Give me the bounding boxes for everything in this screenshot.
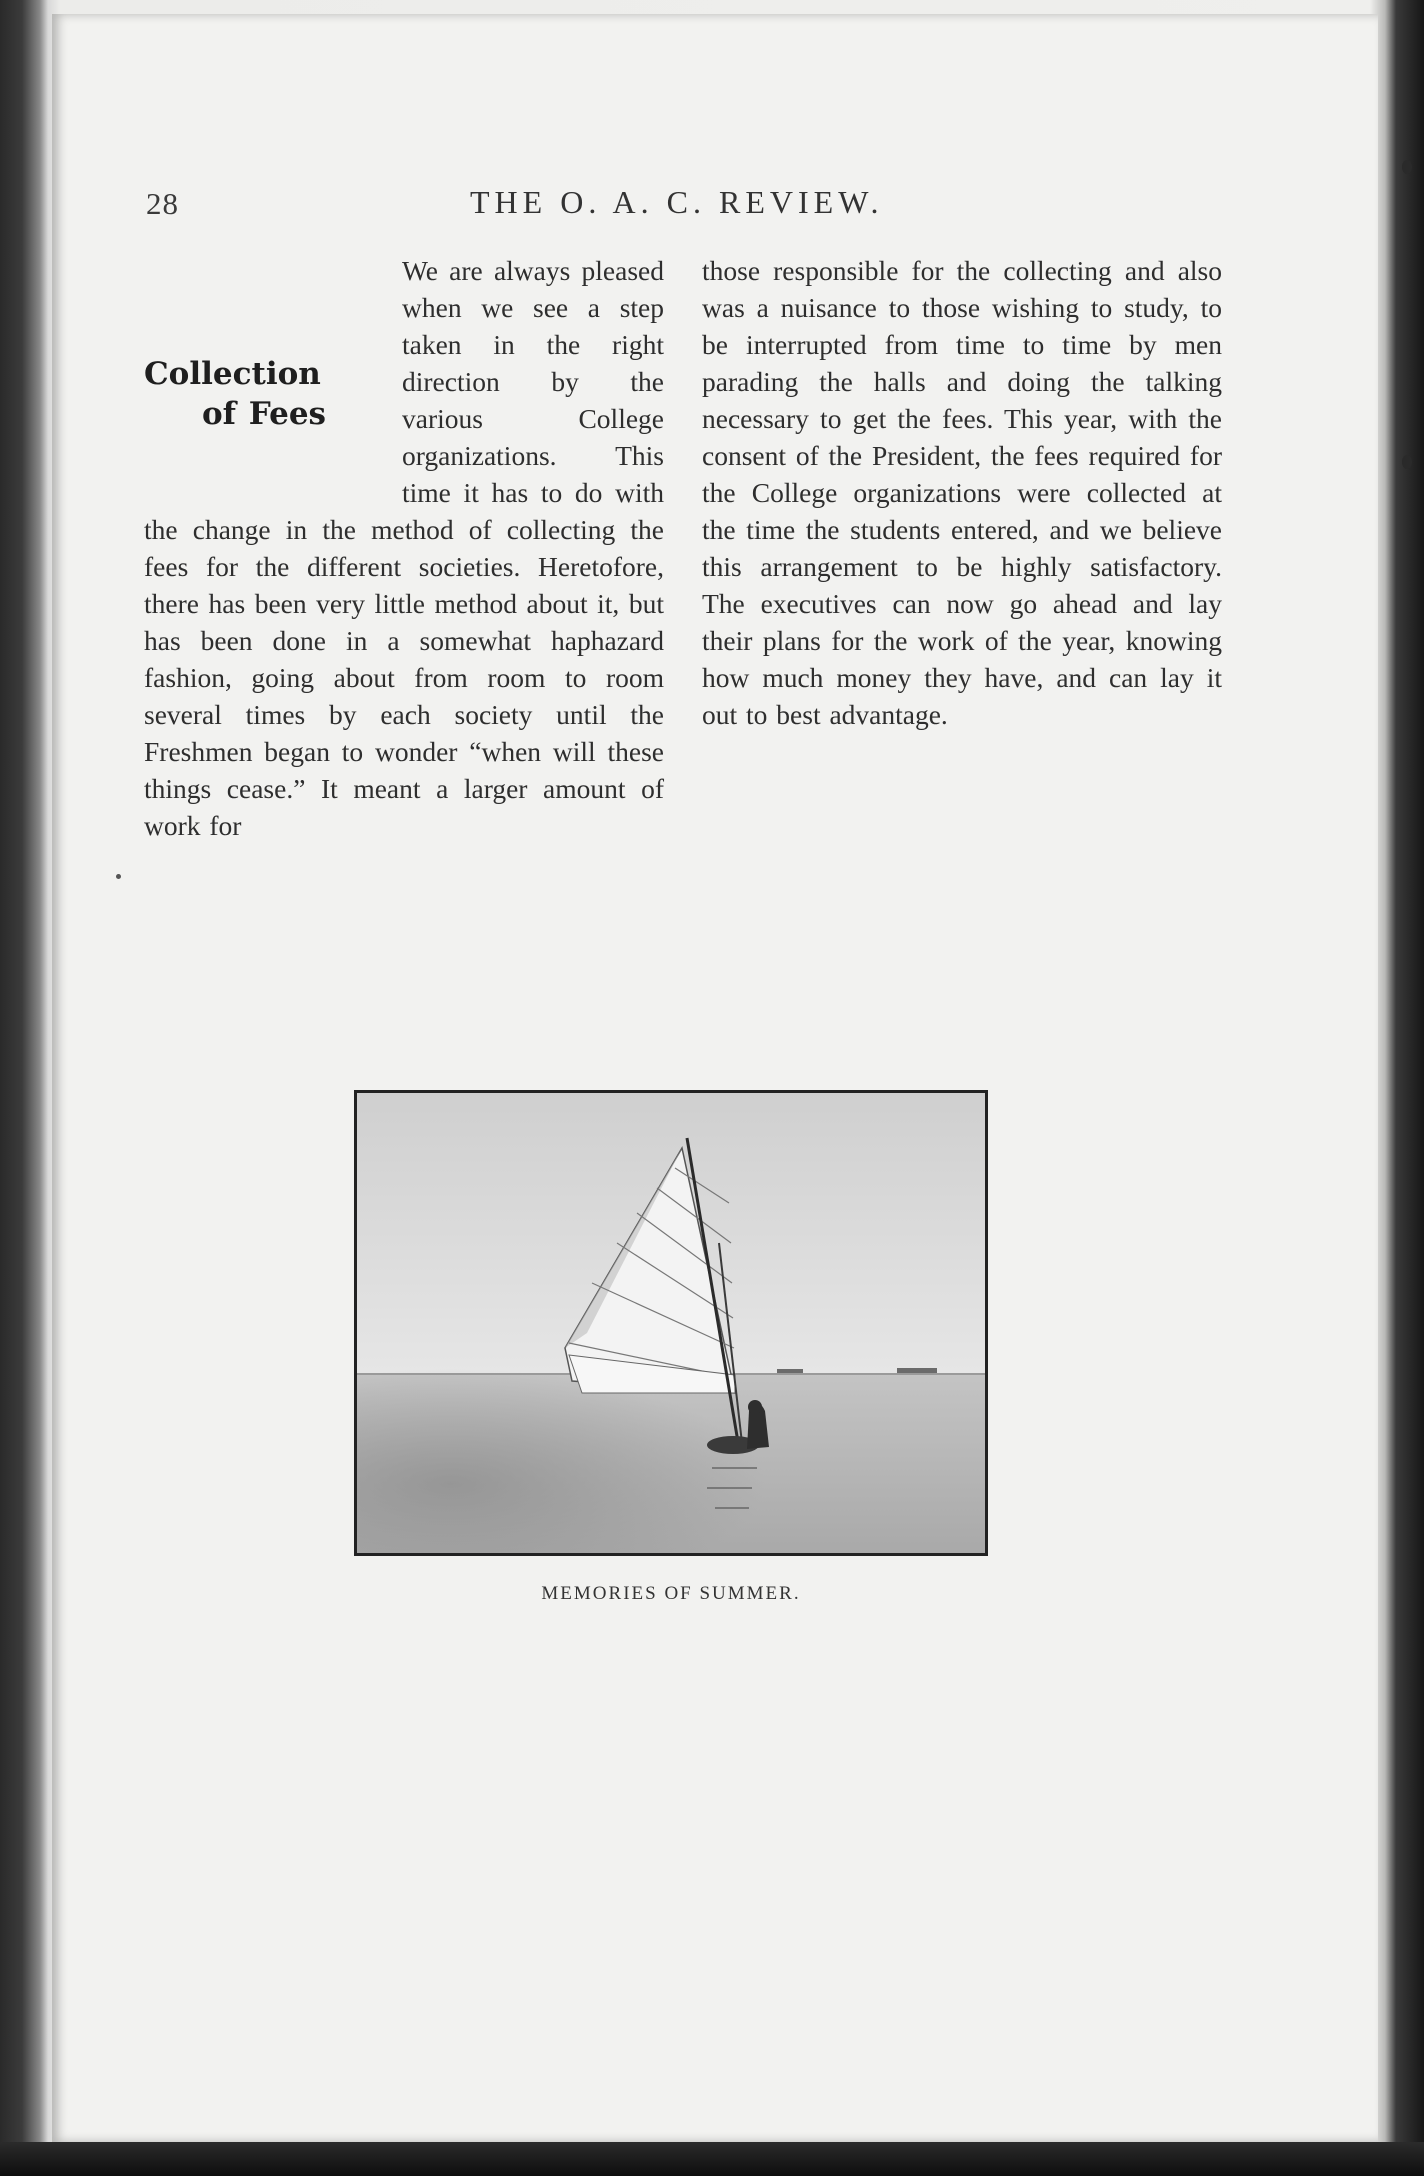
left-column-text: We are always pleased when we see a step taken in the right direction by the various College organizations. This time it has to do with the change in the method of collecting the fees for the different societies. Heretofore, there has been very little method about it, but has been done in a somewhat haphazard fashion, going about from room to room several times by each society until the Freshmen began to wonder “when will these things cease.” It meant a larger amount of work for [144, 255, 664, 841]
sidehead-line-2: of Fees [201, 396, 327, 432]
scan-mark [1402, 160, 1412, 174]
scan-mark [1402, 455, 1412, 469]
sailboat-photo [354, 1090, 988, 1556]
right-column-text: those responsible for the collecting and also was a nuisance to those wishing to study, to be interrupted from time to time by men parading the halls and doing the talking necessary to get the fees. This year, with the consent of the President, the fees required for the College organizations were collected at the time the students entered, and we believe this arrangement to be highly satisfactory. The executives can now go ahead and lay their plans for the work of the year, knowing how much money they have, and can lay it out to best advantage. [702, 255, 1222, 730]
scan-speck [116, 874, 121, 879]
running-head: THE O. A. C. REVIEW. [470, 184, 884, 220]
page-bottom-edge [0, 2142, 1424, 2176]
article-left-column [144, 252, 664, 844]
article-right-column [702, 252, 1222, 733]
section-sidehead [144, 354, 384, 500]
photo-caption: MEMORIES OF SUMMER. [541, 1583, 801, 1604]
sidehead-line-1: Collection [144, 356, 321, 392]
sailboat-illustration [357, 1093, 985, 1553]
page-number: 28 [146, 186, 179, 221]
